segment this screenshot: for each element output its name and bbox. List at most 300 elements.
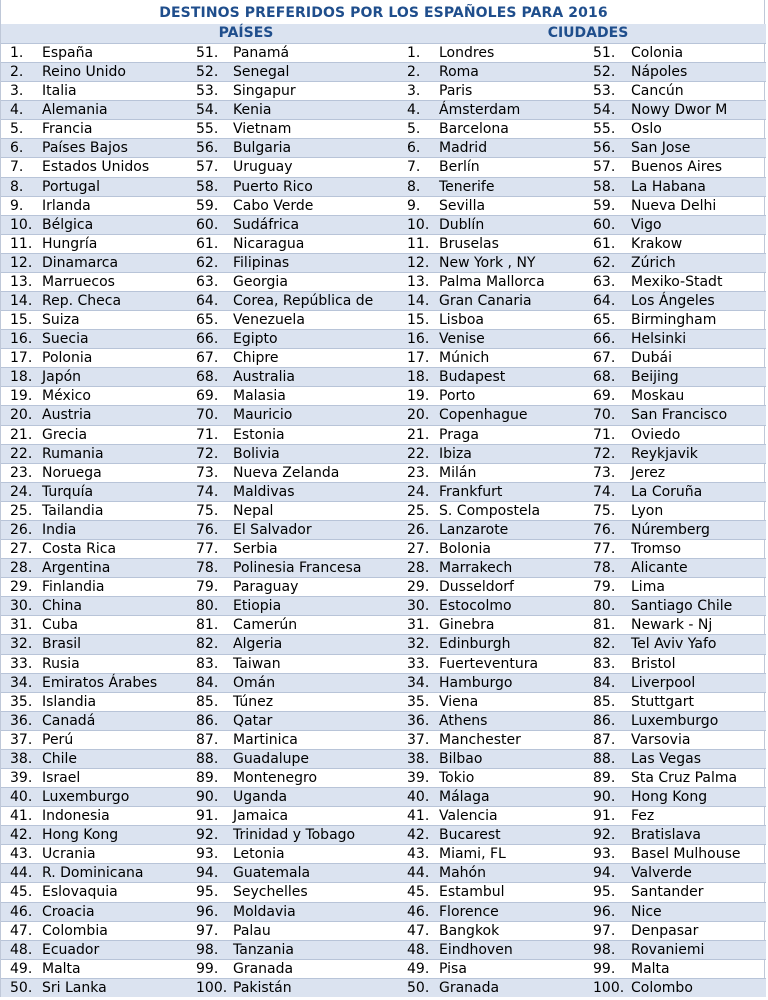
country-rank: 89.	[196, 769, 219, 786]
country-rank: 81.	[196, 617, 219, 634]
country-name: Colombia	[42, 922, 108, 939]
country-name: Singapur	[233, 83, 296, 100]
country-rank: 68.	[196, 369, 219, 386]
country-rank: 88.	[196, 750, 219, 767]
city-rank: 57.	[593, 159, 616, 176]
city-rank: 48.	[407, 941, 430, 958]
country-rank: 85.	[196, 693, 219, 710]
country-rank: 70.	[196, 407, 219, 424]
table-row	[1, 329, 766, 348]
city-name: Mexiko-Stadt	[631, 273, 723, 290]
city-name: Florence	[439, 903, 499, 920]
country-name: Bolivia	[233, 445, 280, 462]
city-rank: 1.	[407, 45, 421, 61]
country-rank: 51.	[196, 45, 219, 61]
country-rank: 34.	[10, 674, 33, 691]
country-name: Kenia	[233, 102, 272, 119]
city-name: Tokio	[439, 769, 475, 786]
table-row	[1, 62, 766, 81]
table-row	[1, 730, 766, 749]
country-rank: 15.	[10, 312, 33, 329]
country-name: China	[42, 598, 82, 615]
table-row	[1, 634, 766, 653]
city-name: Lima	[631, 579, 665, 596]
city-rank: 44.	[407, 865, 430, 882]
city-name: Palma Mallorca	[439, 273, 545, 290]
country-name: Nepal	[233, 502, 274, 519]
city-name: Moskau	[631, 388, 685, 405]
city-name: Jerez	[631, 464, 666, 481]
country-rank: 62.	[196, 254, 219, 271]
country-name: Nicaragua	[233, 235, 305, 252]
table-row	[1, 692, 766, 711]
table-row	[1, 806, 766, 825]
country-name: Suiza	[42, 312, 80, 329]
city-name: New York , NY	[439, 254, 536, 271]
city-name: Liverpool	[631, 674, 696, 691]
city-rank: 38.	[407, 750, 430, 767]
country-rank: 39.	[10, 769, 33, 786]
country-rank: 54.	[196, 102, 219, 119]
city-name: Newark - Nj	[631, 617, 713, 634]
city-rank: 98.	[593, 941, 616, 958]
city-rank: 46.	[407, 903, 430, 920]
country-name: Estados Unidos	[42, 159, 150, 176]
city-name: Budapest	[439, 369, 506, 386]
city-rank: 21.	[407, 426, 430, 443]
country-rank: 50.	[10, 979, 33, 996]
city-name: Miami, FL	[439, 846, 506, 863]
country-rank: 1.	[10, 45, 24, 61]
city-rank: 39.	[407, 769, 430, 786]
table-row	[1, 596, 766, 615]
table-row	[1, 138, 766, 157]
city-name: Porto	[439, 388, 476, 405]
country-name: Corea, República de	[233, 293, 374, 310]
city-rank: 13.	[407, 273, 430, 290]
country-name: España	[42, 45, 94, 61]
city-name: Marrakech	[439, 560, 513, 577]
city-rank: 28.	[407, 560, 430, 577]
country-name: Malasia	[233, 388, 286, 405]
city-name: Málaga	[439, 789, 490, 806]
country-name: Turquía	[42, 483, 94, 500]
country-name: Hungría	[42, 235, 98, 252]
table-row	[1, 43, 766, 62]
city-rank: 3.	[407, 83, 421, 100]
city-name: Oviedo	[631, 426, 681, 443]
country-name: Finlandia	[42, 579, 105, 596]
country-rank: 8.	[10, 178, 24, 195]
city-name: Nowy Dwor M	[631, 102, 728, 119]
city-rank: 77.	[593, 541, 616, 558]
table-row	[1, 444, 766, 463]
country-rank: 26.	[10, 521, 33, 538]
country-rank: 40.	[10, 789, 33, 806]
city-name: Valencia	[439, 808, 498, 825]
country-rank: 14.	[10, 293, 33, 310]
country-name: Rusia	[42, 655, 80, 672]
city-rank: 55.	[593, 121, 616, 138]
city-name: Valverde	[631, 865, 692, 882]
city-rank: 80.	[593, 598, 616, 615]
city-name: Santander	[631, 884, 704, 901]
country-rank: 93.	[196, 846, 219, 863]
country-name: Chipre	[233, 350, 279, 367]
table-row	[1, 482, 766, 501]
city-name: Malta	[631, 960, 670, 977]
city-rank: 99.	[593, 960, 616, 977]
table-row	[1, 425, 766, 444]
city-name: Sevilla	[439, 197, 486, 214]
city-name: Stuttgart	[631, 693, 694, 710]
table-row	[1, 539, 766, 558]
table-row	[1, 768, 766, 787]
city-rank: 96.	[593, 903, 616, 920]
city-rank: 78.	[593, 560, 616, 577]
city-name: Vigo	[631, 216, 662, 233]
country-rank: 47.	[10, 922, 33, 939]
city-rank: 11.	[407, 235, 430, 252]
country-name: Ecuador	[42, 941, 100, 958]
country-name: Serbia	[233, 541, 278, 558]
city-name: Sta Cruz Palma	[631, 769, 738, 786]
city-rank: 29.	[407, 579, 430, 596]
country-rank: 69.	[196, 388, 219, 405]
city-name: Gran Canaria	[439, 293, 532, 310]
city-rank: 50.	[407, 979, 430, 996]
city-name: Milán	[439, 464, 477, 481]
country-name: Chile	[42, 750, 78, 767]
city-name: San Jose	[631, 140, 691, 157]
city-rank: 64.	[593, 293, 616, 310]
table-row	[1, 940, 766, 959]
city-rank: 24.	[407, 483, 430, 500]
table-row	[1, 196, 766, 215]
city-rank: 94.	[593, 865, 616, 882]
city-rank: 25.	[407, 502, 430, 519]
city-rank: 54.	[593, 102, 616, 119]
city-rank: 22.	[407, 445, 430, 462]
city-name: Buenos Aires	[631, 159, 723, 176]
table-row	[1, 348, 766, 367]
city-rank: 40.	[407, 789, 430, 806]
table-row	[1, 272, 766, 291]
table-row	[1, 844, 766, 863]
city-name: Ibiza	[439, 445, 472, 462]
table-row	[1, 902, 766, 921]
city-name: Athens	[439, 712, 488, 729]
country-name: Dinamarca	[42, 254, 119, 271]
city-rank: 47.	[407, 922, 430, 939]
city-name: Madrid	[439, 140, 488, 157]
table-row	[1, 921, 766, 940]
city-name: Colombo	[631, 979, 693, 996]
country-rank: 90.	[196, 789, 219, 806]
city-rank: 60.	[593, 216, 616, 233]
country-rank: 94.	[196, 865, 219, 882]
city-rank: 53.	[593, 83, 616, 100]
city-name: Fuerteventura	[439, 655, 539, 672]
country-name: Bélgica	[42, 216, 94, 233]
country-rank: 79.	[196, 579, 219, 596]
country-rank: 6.	[10, 140, 24, 157]
city-name: Reykjavik	[631, 445, 698, 462]
city-rank: 97.	[593, 922, 616, 939]
country-rank: 72.	[196, 445, 219, 462]
country-rank: 65.	[196, 312, 219, 329]
city-rank: 8.	[407, 178, 421, 195]
country-name: Noruega	[42, 464, 102, 481]
city-rank: 58.	[593, 178, 616, 195]
table-row	[1, 882, 766, 901]
country-rank: 29.	[10, 579, 33, 596]
city-rank: 87.	[593, 731, 616, 748]
country-name: Nueva Zelanda	[233, 464, 340, 481]
country-rank: 75.	[196, 502, 219, 519]
country-rank: 52.	[196, 64, 219, 81]
country-name: Canadá	[42, 712, 96, 729]
country-rank: 4.	[10, 102, 24, 119]
country-rank: 57.	[196, 159, 219, 176]
country-name: Argentina	[42, 560, 111, 577]
country-name: Panamá	[233, 45, 290, 61]
city-rank: 26.	[407, 521, 430, 538]
city-rank: 95.	[593, 884, 616, 901]
country-name: Uruguay	[233, 159, 293, 176]
city-name: Nápoles	[631, 64, 688, 81]
city-name: Paris	[439, 83, 473, 100]
table-row	[1, 291, 766, 310]
country-rank: 16.	[10, 331, 33, 348]
country-name: Guatemala	[233, 865, 311, 882]
city-rank: 16.	[407, 331, 430, 348]
table-row	[1, 863, 766, 882]
country-name: Portugal	[42, 178, 100, 195]
city-rank: 20.	[407, 407, 430, 424]
city-rank: 89.	[593, 769, 616, 786]
city-name: Bruselas	[439, 235, 499, 252]
city-rank: 49.	[407, 960, 430, 977]
country-name: Algeria	[233, 636, 283, 653]
country-rank: 91.	[196, 808, 219, 825]
country-name: Maldivas	[233, 483, 295, 500]
country-name: R. Dominicana	[42, 865, 144, 882]
city-rank: 4.	[407, 102, 421, 119]
country-name: Sudáfrica	[233, 216, 300, 233]
table-row	[1, 367, 766, 386]
country-rank: 84.	[196, 674, 219, 691]
city-rank: 10.	[407, 216, 430, 233]
country-name: Eslovaquia	[42, 884, 118, 901]
country-name: Israel	[42, 769, 81, 786]
country-name: Granada	[233, 960, 294, 977]
country-rank: 24.	[10, 483, 33, 500]
country-rank: 63.	[196, 273, 219, 290]
country-name: Croacia	[42, 903, 95, 920]
country-name: Bulgaria	[233, 140, 292, 157]
city-name: Lisboa	[439, 312, 485, 329]
country-rank: 55.	[196, 121, 219, 138]
country-rank: 37.	[10, 731, 33, 748]
table-row	[1, 234, 766, 253]
country-name: Vietnam	[233, 121, 292, 138]
city-name: Londres	[439, 45, 495, 61]
country-rank: 32.	[10, 636, 33, 653]
city-name: San Francisco	[631, 407, 728, 424]
city-rank: 70.	[593, 407, 616, 424]
country-name: Japón	[42, 369, 82, 386]
country-rank: 92.	[196, 827, 219, 844]
country-name: Tanzania	[233, 941, 294, 958]
city-rank: 75.	[593, 502, 616, 519]
country-name: Egipto	[233, 331, 278, 348]
city-rank: 9.	[407, 197, 421, 214]
country-rank: 76.	[196, 521, 219, 538]
country-name: Australia	[233, 369, 295, 386]
city-name: Roma	[439, 64, 479, 81]
city-rank: 72.	[593, 445, 616, 462]
city-rank: 33.	[407, 655, 430, 672]
city-name: Lanzarote	[439, 521, 509, 538]
country-name: Francia	[42, 121, 93, 138]
city-rank: 62.	[593, 254, 616, 271]
country-name: Uganda	[233, 789, 288, 806]
city-name: Copenhague	[439, 407, 528, 424]
city-name: Praga	[439, 426, 479, 443]
country-name: Montenegro	[233, 769, 318, 786]
city-name: Frankfurt	[439, 483, 503, 500]
country-name: Mauricio	[233, 407, 293, 424]
city-rank: 32.	[407, 636, 430, 653]
country-name: Omán	[233, 674, 276, 691]
country-rank: 67.	[196, 350, 219, 367]
country-rank: 27.	[10, 541, 33, 558]
city-rank: 85.	[593, 693, 616, 710]
country-name: Puerto Rico	[233, 178, 313, 195]
table-row	[1, 749, 766, 768]
country-name: Georgia	[233, 273, 288, 290]
city-rank: 15.	[407, 312, 430, 329]
city-rank: 14.	[407, 293, 430, 310]
country-rank: 38.	[10, 750, 33, 767]
country-rank: 80.	[196, 598, 219, 615]
country-rank: 99.	[196, 960, 219, 977]
city-name: Granada	[439, 979, 500, 996]
country-name: Ucrania	[42, 846, 96, 863]
country-name: Letonia	[233, 846, 285, 863]
country-name: Rep. Checa	[42, 293, 122, 310]
country-name: Paraguay	[233, 579, 299, 596]
country-name: Palau	[233, 922, 271, 939]
city-rank: 19.	[407, 388, 430, 405]
city-name: Zúrich	[631, 254, 676, 271]
country-name: Tailandia	[42, 502, 104, 519]
table-row	[1, 253, 766, 272]
city-name: Bilbao	[439, 750, 483, 767]
city-name: Hamburgo	[439, 674, 513, 691]
table-row	[1, 100, 766, 119]
country-name: Emiratos Árabes	[42, 674, 158, 691]
country-name: Suecia	[42, 331, 89, 348]
city-name: Eindhoven	[439, 941, 513, 958]
country-name: Rumania	[42, 445, 104, 462]
country-name: El Salvador	[233, 521, 312, 538]
city-rank: 100.	[593, 979, 625, 996]
city-rank: 45.	[407, 884, 430, 901]
city-rank: 93.	[593, 846, 616, 863]
country-name: Hong Kong	[42, 827, 119, 844]
country-rank: 86.	[196, 712, 219, 729]
city-name: Ginebra	[439, 617, 495, 634]
country-rank: 13.	[10, 273, 33, 290]
city-name: Barcelona	[439, 121, 509, 138]
country-rank: 58.	[196, 178, 219, 195]
city-rank: 84.	[593, 674, 616, 691]
country-name: Túnez	[233, 693, 274, 710]
country-name: Trinidad y Tobago	[233, 827, 356, 844]
city-rank: 67.	[593, 350, 616, 367]
city-rank: 43.	[407, 846, 430, 863]
table-title: DESTINOS PREFERIDOS POR LOS ESPAÑOLES PARA 2016	[159, 5, 608, 21]
city-name: Tenerife	[439, 178, 495, 195]
table-row	[1, 654, 766, 673]
country-rank: 10.	[10, 216, 33, 233]
city-rank: 56.	[593, 140, 616, 157]
country-rank: 77.	[196, 541, 219, 558]
city-name: Bolonia	[439, 541, 491, 558]
country-rank: 100.	[196, 979, 228, 996]
city-name: Las Vegas	[631, 750, 701, 767]
city-rank: 36.	[407, 712, 430, 729]
city-rank: 66.	[593, 331, 616, 348]
city-name: La Habana	[631, 178, 706, 195]
country-rank: 25.	[10, 502, 33, 519]
city-name: La Coruña	[631, 483, 703, 500]
city-rank: 17.	[407, 350, 430, 367]
table-row	[1, 558, 766, 577]
city-name: Manchester	[439, 731, 521, 748]
city-name: Dubái	[631, 350, 673, 367]
country-rank: 78.	[196, 560, 219, 577]
city-rank: 73.	[593, 464, 616, 481]
city-rank: 68.	[593, 369, 616, 386]
country-name: Polonia	[42, 350, 93, 367]
country-name: Irlanda	[42, 197, 91, 214]
country-name: Islandia	[42, 693, 97, 710]
country-rank: 33.	[10, 655, 33, 672]
country-rank: 82.	[196, 636, 219, 653]
city-rank: 27.	[407, 541, 430, 558]
country-name: México	[42, 388, 91, 405]
city-name: Rovaniemi	[631, 941, 705, 958]
country-rank: 5.	[10, 121, 24, 138]
country-rank: 41.	[10, 808, 33, 825]
city-name: Cancún	[631, 83, 684, 100]
city-rank: 81.	[593, 617, 616, 634]
city-rank: 61.	[593, 235, 616, 252]
city-name: Ámsterdam	[439, 102, 521, 119]
table-row	[1, 673, 766, 692]
country-rank: 20.	[10, 407, 33, 424]
city-name: Múnich	[439, 350, 490, 367]
country-rank: 64.	[196, 293, 219, 310]
country-name: Brasil	[42, 636, 82, 653]
country-name: Italia	[42, 83, 77, 100]
country-rank: 9.	[10, 197, 24, 214]
country-name: Austria	[42, 407, 92, 424]
country-rank: 36.	[10, 712, 33, 729]
